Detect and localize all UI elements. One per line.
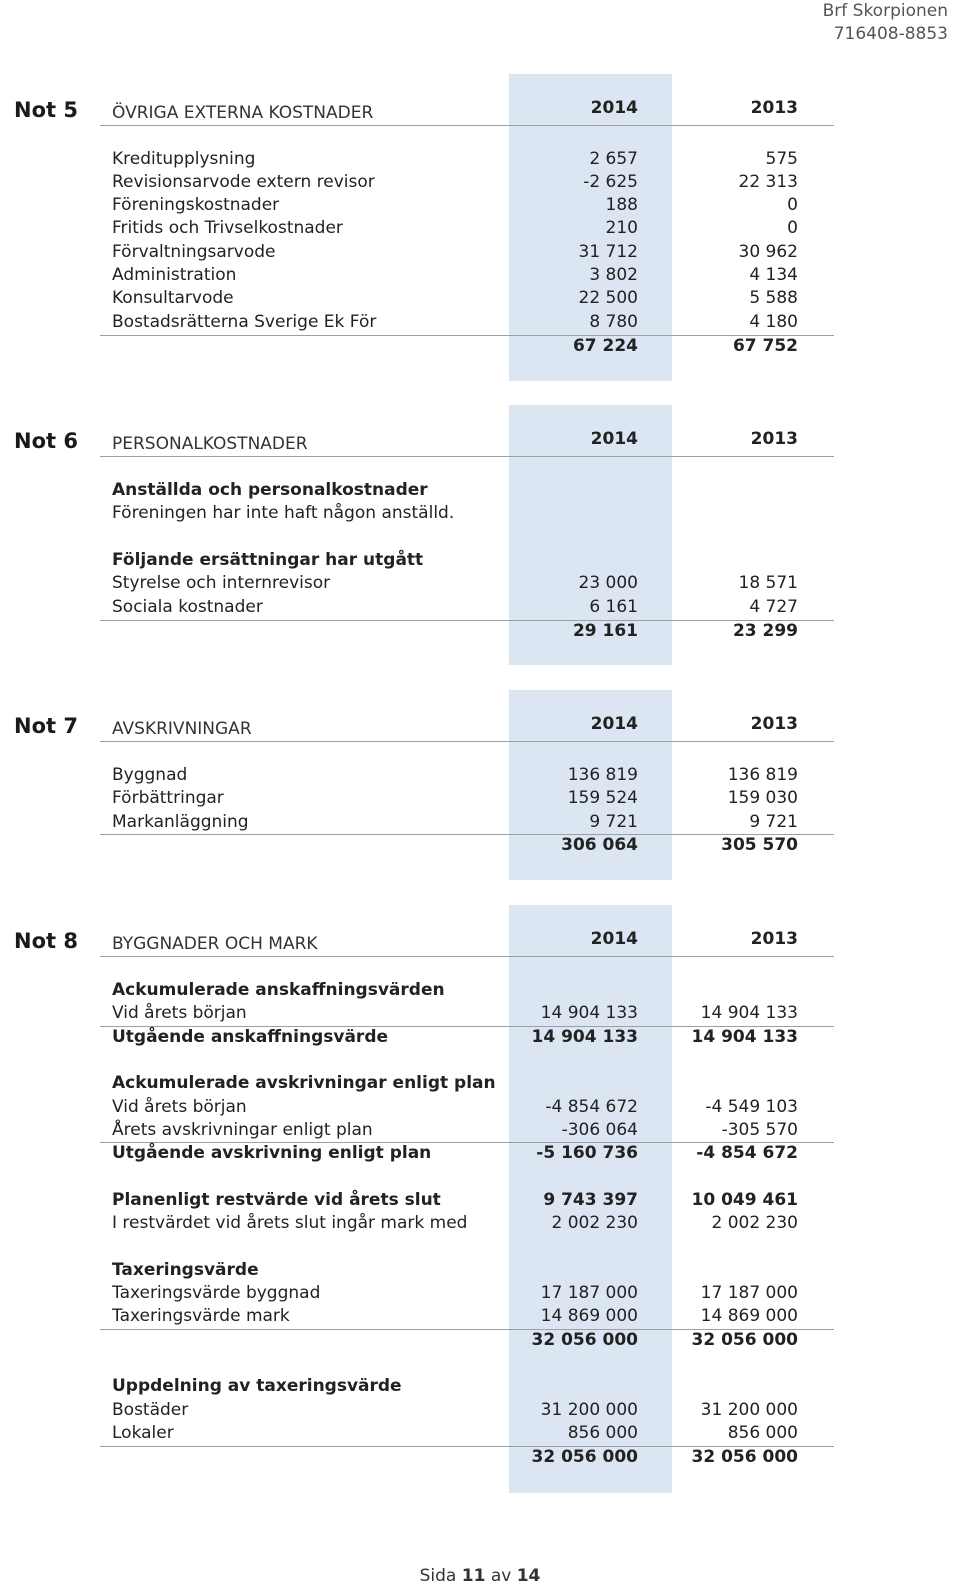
note-number: Not 8 (14, 929, 78, 953)
header-rule (100, 741, 834, 742)
table-row (112, 764, 802, 787)
value-2013: 575 (765, 149, 798, 169)
row-label: Årets avskrivningar enligt plan (112, 1120, 373, 1140)
table-row (112, 311, 802, 334)
row-label: Sociala kostnader (112, 597, 263, 617)
section-heading (112, 1375, 802, 1398)
value-2013: 9 721 (749, 812, 798, 832)
section-heading (112, 1072, 802, 1095)
row-label: Ackumulerade anskaffningsvärden (112, 980, 445, 1000)
page-header (823, 0, 948, 46)
year-2013-header: 2013 (750, 714, 798, 734)
row-label: Bostadsrätterna Sverige Ek För (112, 312, 377, 332)
note-title: ÖVRIGA EXTERNA KOSTNADER (112, 103, 374, 123)
row-label: Ackumulerade avskrivningar enligt plan (112, 1073, 496, 1093)
year-2014-header: 2014 (590, 429, 638, 449)
value-2014: 14 904 133 (531, 1027, 638, 1047)
value-2014: 3 802 (589, 265, 638, 285)
value-2013: 4 134 (749, 265, 798, 285)
row-label: Föreningen har inte haft någon anställd. (112, 503, 455, 523)
row-label: Anställda och personalkostnader (112, 480, 428, 500)
table-row (112, 596, 802, 619)
value-2014: 159 524 (567, 788, 638, 808)
total-row (112, 335, 802, 358)
table-row (112, 1119, 802, 1142)
footer-mid: av (490, 1566, 512, 1586)
text-row (112, 502, 802, 525)
value-2013: 14 869 000 (700, 1306, 798, 1326)
total-2013: 32 056 000 (691, 1447, 798, 1467)
value-2013: 856 000 (727, 1423, 798, 1443)
value-2014: 14 904 133 (540, 1003, 638, 1023)
year-2013-header: 2013 (750, 929, 798, 949)
year-2013-header: 2013 (750, 429, 798, 449)
section-heading (112, 479, 802, 502)
row-label: Kreditupplysning (112, 149, 256, 169)
table-row (112, 194, 802, 217)
table-row (112, 572, 802, 595)
row-label: Lokaler (112, 1423, 174, 1443)
table-row (112, 217, 802, 240)
note-title: PERSONALKOSTNADER (112, 434, 308, 454)
row-label: Revisionsarvode extern revisor (112, 172, 375, 192)
row-label: Förbättringar (112, 788, 224, 808)
table-row (112, 171, 802, 194)
subtotal-row (112, 1026, 802, 1049)
table-row (112, 287, 802, 310)
row-label: Fritids och Trivselkostnader (112, 218, 343, 238)
value-2014: 188 (605, 195, 638, 215)
table-row (112, 1282, 802, 1305)
note-number: Not 6 (14, 429, 78, 453)
table-row (112, 1096, 802, 1119)
note-title: AVSKRIVNINGAR (112, 719, 252, 739)
row-label: Konsultarvode (112, 288, 234, 308)
value-2014: 6 161 (589, 597, 638, 617)
year-2014-header: 2014 (590, 98, 638, 118)
org-number: 716408-8853 (833, 24, 948, 44)
value-2014: 136 819 (567, 765, 638, 785)
row-label: Förvaltningsarvode (112, 242, 276, 262)
value-2013: 22 313 (738, 172, 798, 192)
section-heading (112, 979, 802, 1002)
row-label: Taxeringsvärde mark (112, 1306, 290, 1326)
row-label: Vid årets början (112, 1097, 247, 1117)
table-row (112, 1212, 802, 1235)
value-2013: 17 187 000 (700, 1283, 798, 1303)
value-2014: 2 002 230 (551, 1213, 638, 1233)
total-2014: 29 161 (572, 621, 638, 641)
note-number: Not 7 (14, 714, 78, 738)
table-row (112, 264, 802, 287)
year-2014-header: 2014 (590, 929, 638, 949)
value-2013: -305 570 (721, 1120, 798, 1140)
value-2014: 856 000 (567, 1423, 638, 1443)
value-2014: -2 625 (583, 172, 638, 192)
total-2013: 305 570 (721, 835, 798, 855)
row-label: Bostäder (112, 1400, 189, 1420)
total-row (112, 1329, 802, 1352)
header-rule (100, 956, 834, 957)
total-row (112, 620, 802, 643)
value-2013: 14 904 133 (700, 1003, 798, 1023)
row-label: Följande ersättningar har utgått (112, 550, 424, 570)
total-2014: 32 056 000 (531, 1330, 638, 1350)
value-2013: 4 180 (749, 312, 798, 332)
value-2013: 136 819 (727, 765, 798, 785)
value-2014: 17 187 000 (540, 1283, 638, 1303)
table-row (112, 148, 802, 171)
row-label: Vid årets början (112, 1003, 247, 1023)
total-2013: 32 056 000 (691, 1330, 798, 1350)
note-number: Not 5 (14, 98, 78, 122)
value-2013: 31 200 000 (700, 1400, 798, 1420)
note-title: BYGGNADER OCH MARK (112, 934, 318, 954)
table-row (112, 1399, 802, 1422)
value-2013: 2 002 230 (711, 1213, 798, 1233)
value-2013: 0 (787, 195, 798, 215)
value-2013: -4 854 672 (696, 1143, 798, 1163)
value-2013: 30 962 (738, 242, 798, 262)
value-2013: 4 727 (749, 597, 798, 617)
total-row (112, 834, 802, 857)
row-label: Taxeringsvärde (112, 1260, 259, 1280)
value-2014: -306 064 (561, 1120, 638, 1140)
footer-prefix: Sida (419, 1566, 457, 1586)
value-2014: 22 500 (578, 288, 638, 308)
value-2013: 10 049 461 (691, 1190, 798, 1210)
header-rule (100, 125, 834, 126)
value-2013: 18 571 (738, 573, 798, 593)
value-2014: 14 869 000 (540, 1306, 638, 1326)
value-2014: 2 657 (589, 149, 638, 169)
subtotal-row (112, 1189, 802, 1212)
total-2014: 306 064 (561, 835, 638, 855)
value-2013: -4 549 103 (705, 1097, 798, 1117)
table-row (112, 241, 802, 264)
row-label: I restvärdet vid årets slut ingår mark med (112, 1213, 468, 1233)
row-label: Föreningskostnader (112, 195, 280, 215)
value-2014: 8 780 (589, 312, 638, 332)
section-heading (112, 549, 802, 572)
value-2014: 31 200 000 (540, 1400, 638, 1420)
row-label: Utgående avskrivning enligt plan (112, 1143, 432, 1163)
row-label: Uppdelning av taxeringsvärde (112, 1376, 402, 1396)
value-2013: 14 904 133 (691, 1027, 798, 1047)
value-2014: 9 743 397 (543, 1190, 638, 1210)
value-2014: -5 160 736 (536, 1143, 638, 1163)
value-2013: 159 030 (727, 788, 798, 808)
value-2014: 9 721 (589, 812, 638, 832)
page-footer (0, 1566, 960, 1586)
header-rule (100, 456, 834, 457)
table-row (112, 1305, 802, 1328)
row-label: Administration (112, 265, 237, 285)
footer-page-total: 14 (516, 1566, 541, 1586)
row-label: Markanläggning (112, 812, 249, 832)
footer-page-number: 11 (461, 1566, 486, 1586)
row-label: Taxeringsvärde byggnad (112, 1283, 321, 1303)
org-name: Brf Skorpionen (822, 1, 948, 21)
total-2014: 67 224 (572, 336, 638, 356)
year-2013-header: 2013 (750, 98, 798, 118)
value-2014: 31 712 (578, 242, 638, 262)
total-2014: 32 056 000 (531, 1447, 638, 1467)
total-2013: 23 299 (732, 621, 798, 641)
total-2013: 67 752 (732, 336, 798, 356)
table-row (112, 1422, 802, 1445)
table-row (112, 787, 802, 810)
value-2014: -4 854 672 (545, 1097, 638, 1117)
section-heading (112, 1259, 802, 1282)
value-2014: 210 (605, 218, 638, 238)
value-2013: 5 588 (749, 288, 798, 308)
total-row (112, 1446, 802, 1469)
year-2014-header: 2014 (590, 714, 638, 734)
row-label: Styrelse och internrevisor (112, 573, 331, 593)
table-row (112, 1002, 802, 1025)
row-label: Planenligt restvärde vid årets slut (112, 1190, 441, 1210)
value-2014: 23 000 (578, 573, 638, 593)
value-2013: 0 (787, 218, 798, 238)
table-row (112, 811, 802, 834)
row-label: Utgående anskaffningsvärde (112, 1027, 389, 1047)
row-label: Byggnad (112, 765, 188, 785)
subtotal-row (112, 1142, 802, 1165)
